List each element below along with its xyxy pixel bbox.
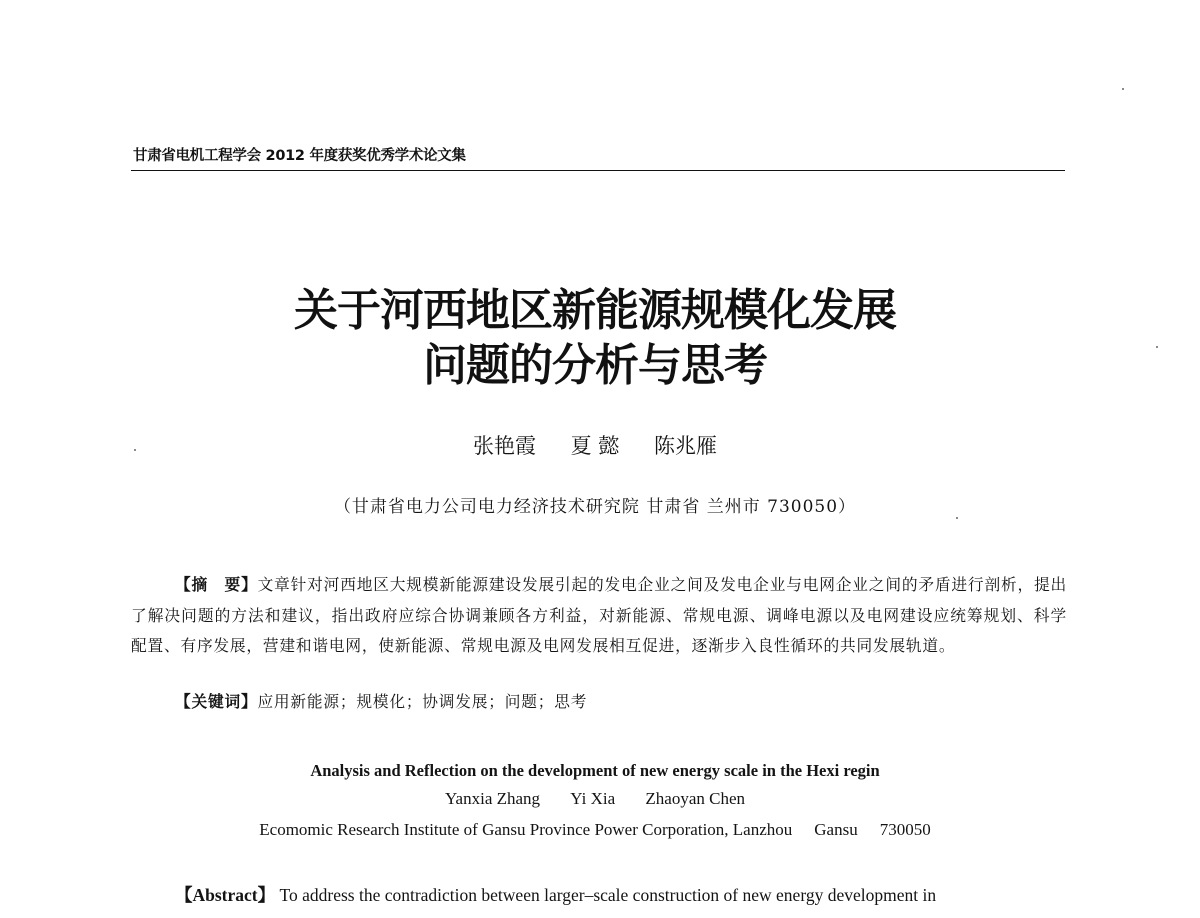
abstract-label: 【摘 要】	[175, 575, 258, 594]
english-author-name: Zhaoyan Chen	[645, 789, 746, 808]
english-abstract	[175, 882, 936, 907]
english-author-name: Yi Xia	[570, 789, 616, 808]
paper-title-line-2: 问题的分析与思考	[423, 340, 767, 391]
header-rule	[131, 170, 1065, 171]
author-name: 张艳霞	[472, 434, 536, 458]
english-abstract-text: To address the contradiction between larger–scale construction of new energy development in	[279, 885, 937, 905]
keywords-text: 应用新能源；规模化；协调发展；问题；思考	[257, 692, 588, 711]
keywords-label: 【关键词】	[175, 692, 258, 711]
scan-speck	[956, 517, 958, 519]
keywords	[175, 690, 587, 712]
chinese-abstract	[131, 570, 1067, 662]
english-author-name: Yanxia Zhang	[444, 789, 541, 808]
english-affiliation-postcode: 730050	[879, 820, 931, 839]
scan-speck	[134, 449, 136, 451]
english-abstract-label: 【Abstract】	[175, 885, 276, 905]
abstract-text: 文章针对河西地区大规模新能源建设发展引起的发电企业之间及发电企业与电网企业之间的矛盾进行剖析，提出了解决问题的方法和建议，指出政府应综合协调兼顾各方利益，对新能源、常规电源、调峰电源以及电网建设应统筹规划、科学配置、有序发展，营建和谐电网，使新能源、常规电源及电网发展相互促进，逐渐步入良性循环的共同发展轨道。	[131, 575, 1068, 655]
english-affiliation-org: Ecomomic Research Institute of Gansu Province Power Corporation, Lanzhou	[259, 820, 793, 839]
author-name: 陈兆雁	[654, 434, 718, 458]
paper-title-line-1: 关于河西地区新能源规模化发展	[294, 285, 896, 336]
scan-speck	[1122, 88, 1124, 90]
english-affiliation	[0, 820, 1190, 840]
running-head: 甘肃省电机工程学会 2012 年度获奖优秀学术论文集	[133, 148, 466, 164]
english-affiliation-province: Gansu	[814, 820, 858, 839]
scan-speck	[1156, 346, 1158, 348]
english-title: Analysis and Reflection on the development of new energy scale in the Hexi regin	[310, 761, 880, 780]
english-author-list	[0, 789, 1190, 809]
author-affiliation: （甘肃省电力公司电力经济技术研究院 甘肃省 兰州市 730050）	[333, 497, 857, 517]
author-name: 夏 懿	[570, 434, 620, 458]
author-list	[0, 430, 1190, 460]
